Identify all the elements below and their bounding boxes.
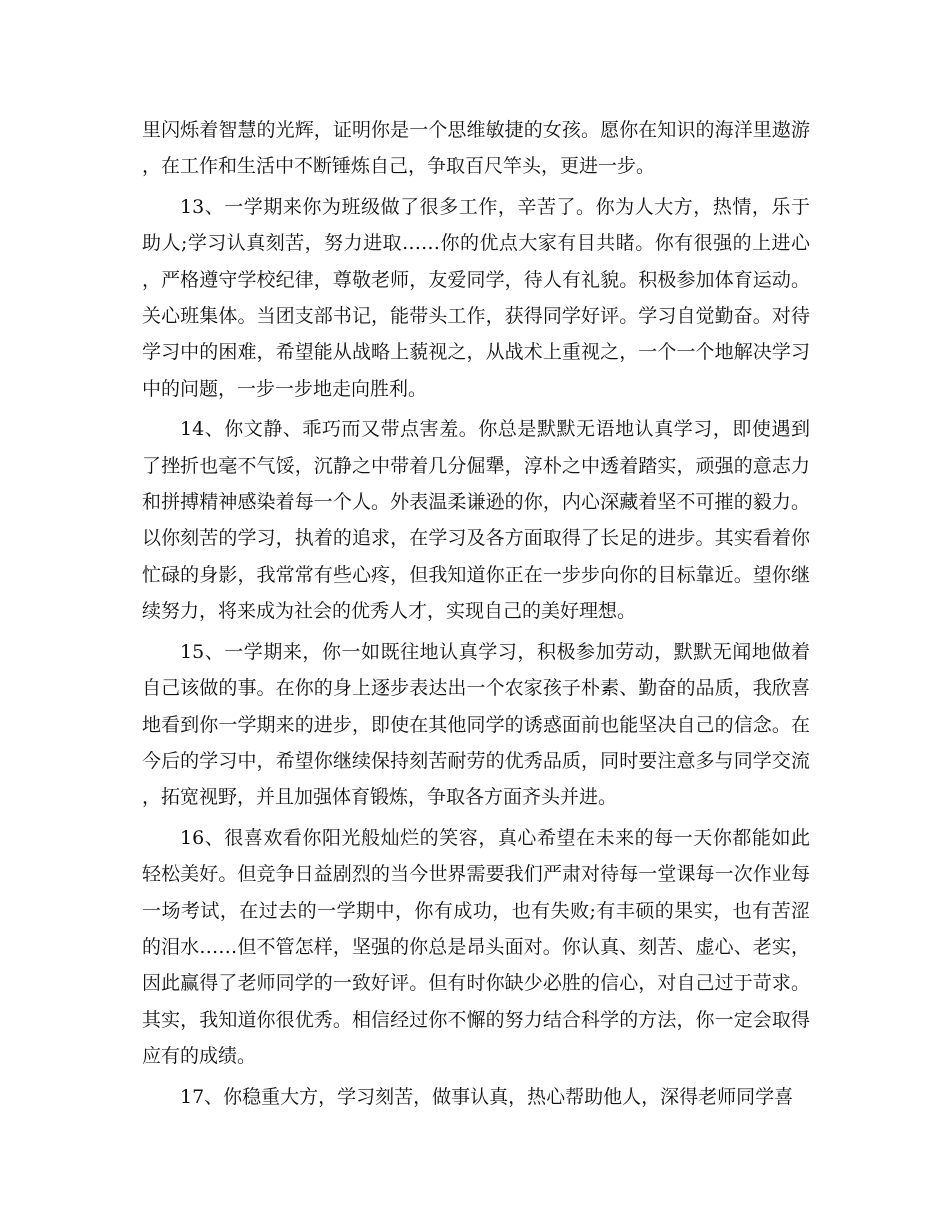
document-body — [142, 112, 810, 1119]
paragraph-17: 17、你稳重大方，学习刻苦，做事认真，热心帮助他人，深得老师同学喜 — [180, 1085, 794, 1108]
paragraph-continuation: 里闪烁着智慧的光辉，证明你是一个思维敏捷的女孩。愿你在知识的海洋里遨游，在工作和生活中不断锤炼自己，争取百尺竿头，更进一步。 — [142, 119, 810, 178]
paragraph-13: 13、一学期来你为班级做了很多工作，辛苦了。你为人大方，热情，乐于助人;学习认真刻苦，努力进取……你的优点大家有目共睹。你有很强的上进心，严格遵守学校纪律，尊敬老师，友爱同学，待人有礼貌。积极参加体育运动。关心班集体。当团支部书记，能带头工作，获得同学好评。学习自觉勤奋。对待学习中的困难，希望能从战略上藐视之，从战术上重视之，一个一个地解决学习中的问题，一步一步地走向胜利。 — [142, 195, 810, 400]
paragraph-14: 14、你文静、乖巧而又带点害羞。你总是默默无语地认真学习，即使遇到了挫折也毫不气馁，沉静之中带着几分倔犟，淳朴之中透着踏实，顽强的意志力和拼搏精神感染着每一个人。外表温柔谦逊的你，内心深藏着坚不可摧的毅力。以你刻苦的学习，执着的追求，在学习及各方面取得了长足的进步。其实看着你忙碌的身影，我常常有些心疼，但我知道你正在一步步向你的目标靠近。望你继续努力，将来成为社会的优秀人才，实现自己的美好理想。 — [142, 418, 810, 623]
paragraph-15: 15、一学期来，你一如既往地认真学习，积极参加劳动，默默无闻地做着自己该做的事。在你的身上逐步表达出一个农家孩子朴素、勤奋的品质，我欣喜地看到你一学期来的进步，即使在其他同学的诱惑面前也能坚决自己的信念。在今后的学习中，希望你继续保持刻苦耐劳的优秀品质，同时要注意多与同学交流，拓宽视野，并且加强体育锻炼，争取各方面齐头并进。 — [142, 640, 810, 809]
paragraph-16: 16、很喜欢看你阳光般灿烂的笑容，真心希望在未来的每一天你都能如此轻松美好。但竞争日益剧烈的当今世界需要我们严肃对待每一堂课每一次作业每一场考试，在过去的一学期中，你有成功，也有失败;有丰硕的果实，也有苦涩的泪水……但不管怎样，坚强的你总是昂头面对。你认真、刻苦、虚心、老实，因此赢得了老师同学的一致好评。但有时你缺少必胜的信心，对自己过于苛求。其实，我知道你很优秀。相信经过你不懈的努力结合科学的方法，你一定会取得应有的成绩。 — [142, 826, 810, 1068]
